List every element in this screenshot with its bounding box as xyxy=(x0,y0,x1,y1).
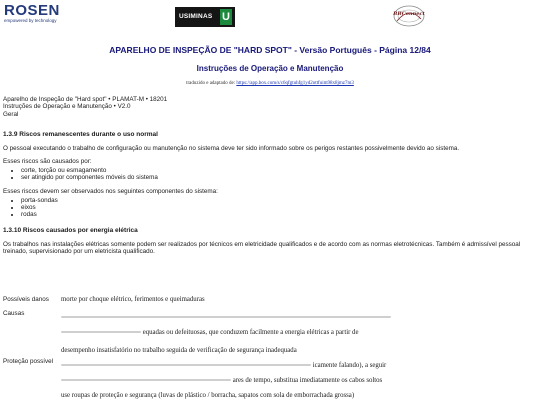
row-value-fragment: icamente falando), a seguir xyxy=(312,362,387,369)
source-credit-link[interactable]: https://app.box.com/s/c6qfgtuhfg1yd2ottfuim98x8jmz7m3 xyxy=(236,81,354,86)
paragraph: Esses riscos devem ser observados nos seguintes componentes do sistema: xyxy=(3,188,218,196)
meta-line: Instruções de Operação e Manutenção • V2.0 xyxy=(3,103,131,111)
bullet-list xyxy=(3,168,533,182)
table-row xyxy=(3,296,436,310)
row-value-line: desempenho insatisfatório no trabalho seguida de verificação de segurança inadequada xyxy=(61,347,297,354)
page-title: APARELHO DE INSPEÇÃO DE "HARD SPOT" - Versão Português - Página 12/84 xyxy=(109,45,431,55)
section-heading: 1.3.10 Riscos causados por energia elétrica xyxy=(3,226,138,234)
row-value xyxy=(61,358,436,403)
meta-line: Geral xyxy=(3,110,19,118)
paragraph: Esses riscos são causados por: xyxy=(3,158,92,166)
document-meta xyxy=(3,96,533,118)
table-row xyxy=(3,310,436,358)
paragraph: Os trabalhos nas instalações elétricas somente podem ser realizados por técnicos em eletricidade qualificados e de acordo com as normas eletrotécnicas. Também é admissível pessoal treinado, supervisionado por um eletricista qualificado. xyxy=(3,240,521,256)
document-body xyxy=(3,96,533,255)
rosen-logo-tagline: empowered by technology xyxy=(4,18,57,23)
risk-table xyxy=(3,296,436,403)
row-value: morte por choque elétrico, ferimentos e queimaduras xyxy=(61,296,205,303)
meta-line: Aparelho de Inspeção de "Hard spot" • PLAMAT-M • 18201 xyxy=(3,96,168,103)
row-label: Causas xyxy=(3,310,25,317)
brand-logo-text: BBConnect xyxy=(393,11,425,17)
row-value-line: use roupas de proteção e segurança (luvas de plástico / borracha, sapatos com sola de emborrachada grossa) xyxy=(61,392,355,399)
row-value xyxy=(61,310,436,358)
illegible-text xyxy=(61,310,436,325)
usiminas-logo-name: USIMINAS xyxy=(179,13,213,20)
list-item: • porta-sondas xyxy=(21,198,533,205)
list-item: • corte, torção ou esmagamento xyxy=(21,168,533,175)
rosen-logo-name: ROSEN xyxy=(4,2,60,19)
rosen-logo xyxy=(4,3,60,23)
section-heading: 1.3.9 Riscos remanescentes durante o uso normal xyxy=(3,130,158,138)
row-value-line xyxy=(61,373,436,388)
source-credit-label: traduzido e adaptado de: xyxy=(186,81,236,86)
usiminas-logo-mark: U xyxy=(220,9,232,25)
logo-bar xyxy=(0,0,540,38)
bullet-list xyxy=(3,198,533,218)
page-header xyxy=(0,45,540,88)
paragraph: O pessoal executando o trabalho de configuração ou manutenção no sistema deve ter sido informado sobre os perigos restantes possivelmente devido ao sistema. xyxy=(3,144,460,152)
row-label: Possíveis danos xyxy=(3,296,49,303)
usiminas-logo xyxy=(175,7,235,27)
list-item: • ser atingido por componentes móveis do sistema xyxy=(21,175,533,182)
row-value-line xyxy=(61,325,436,340)
table-row xyxy=(3,358,436,403)
row-label: Proteção possível xyxy=(3,358,54,365)
list-item: • eixos xyxy=(21,205,533,212)
source-credit xyxy=(0,80,540,88)
brand-logo xyxy=(391,3,427,29)
list-item: • rodas xyxy=(21,212,533,219)
row-value-line xyxy=(61,358,436,373)
row-value-fragment: equadas ou defeituosas, que conduzem facilmente a energia elétricas a partir de xyxy=(142,329,359,336)
page-subtitle: Instruções de Operação e Manutenção xyxy=(196,64,344,73)
row-value-fragment: ares de tempo, substitua imediatamente os cabos soltos xyxy=(232,377,383,384)
